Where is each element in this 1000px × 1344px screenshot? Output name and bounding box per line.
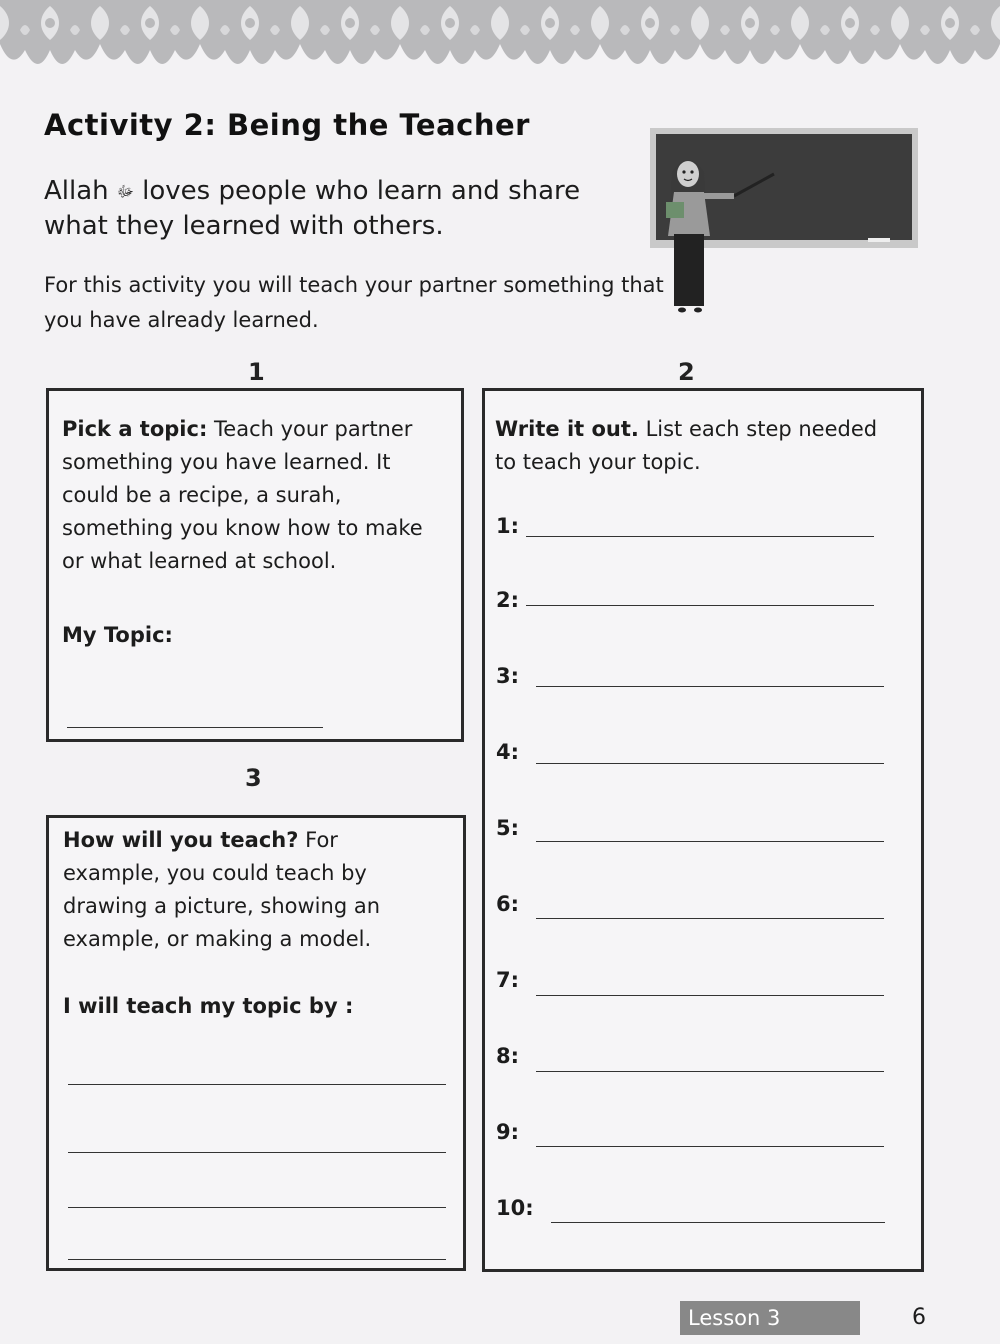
section-number-2: 2 xyxy=(678,358,695,386)
teacher-illustration xyxy=(648,126,920,320)
step-label: 2: xyxy=(496,588,520,612)
teach-answer-line[interactable] xyxy=(68,1259,446,1260)
step-line[interactable] xyxy=(536,1071,884,1072)
steps-box xyxy=(482,388,924,1272)
step-label: 8: xyxy=(496,1044,520,1068)
step-label: 9: xyxy=(496,1120,520,1144)
instructions-text: For this activity you will teach your partner something that you have already learned. xyxy=(44,273,664,332)
topic-instructions: Pick a topic: Teach your partner something you have learned. It could be a recipe, a surah, something you know how to make or what learned at school. xyxy=(62,417,423,573)
section-number-3: 3 xyxy=(245,764,262,792)
my-topic-label: My Topic: xyxy=(62,623,173,647)
step-label: 4: xyxy=(496,740,520,764)
teaching-method-box xyxy=(46,815,466,1271)
section-number-1: 1 xyxy=(248,358,265,386)
topic-answer-line[interactable] xyxy=(67,727,323,728)
honorific-glyph: ﷻ xyxy=(116,182,134,201)
step-line[interactable] xyxy=(536,995,884,996)
step-label: 7: xyxy=(496,968,520,992)
teach-answer-line[interactable] xyxy=(68,1152,446,1153)
step-line[interactable] xyxy=(551,1222,885,1223)
step-label: 6: xyxy=(496,892,520,916)
teaching-instructions: How will you teach? For example, you could teach by drawing a picture, showing an example, or making a model. xyxy=(63,828,380,951)
activity-title: Activity 2: Being the Teacher xyxy=(44,108,530,142)
step-line[interactable] xyxy=(526,536,874,537)
lesson-tab: Lesson 3 xyxy=(680,1301,860,1335)
teach-answer-line[interactable] xyxy=(68,1207,446,1208)
step-label: 3: xyxy=(496,664,520,688)
step-line[interactable] xyxy=(536,841,884,842)
step-line[interactable] xyxy=(536,763,884,764)
page-number: 6 xyxy=(912,1305,926,1330)
step-line[interactable] xyxy=(536,1146,884,1147)
teach-answer-line[interactable] xyxy=(68,1084,446,1085)
step-line[interactable] xyxy=(526,605,874,606)
teach-by-label: I will teach my topic by : xyxy=(63,994,354,1018)
step-label: 1: xyxy=(496,514,520,538)
decorative-border xyxy=(0,0,1000,78)
step-label: 10: xyxy=(496,1196,534,1220)
step-line[interactable] xyxy=(536,686,884,687)
step-line[interactable] xyxy=(536,918,884,919)
step-label: 5: xyxy=(496,816,520,840)
intro-text: Allah ﷻ loves people who learn and share what they learned with others. xyxy=(44,176,581,241)
steps-instructions: Write it out. List each step needed to teach your topic. xyxy=(495,417,878,474)
topic-box xyxy=(46,388,464,742)
